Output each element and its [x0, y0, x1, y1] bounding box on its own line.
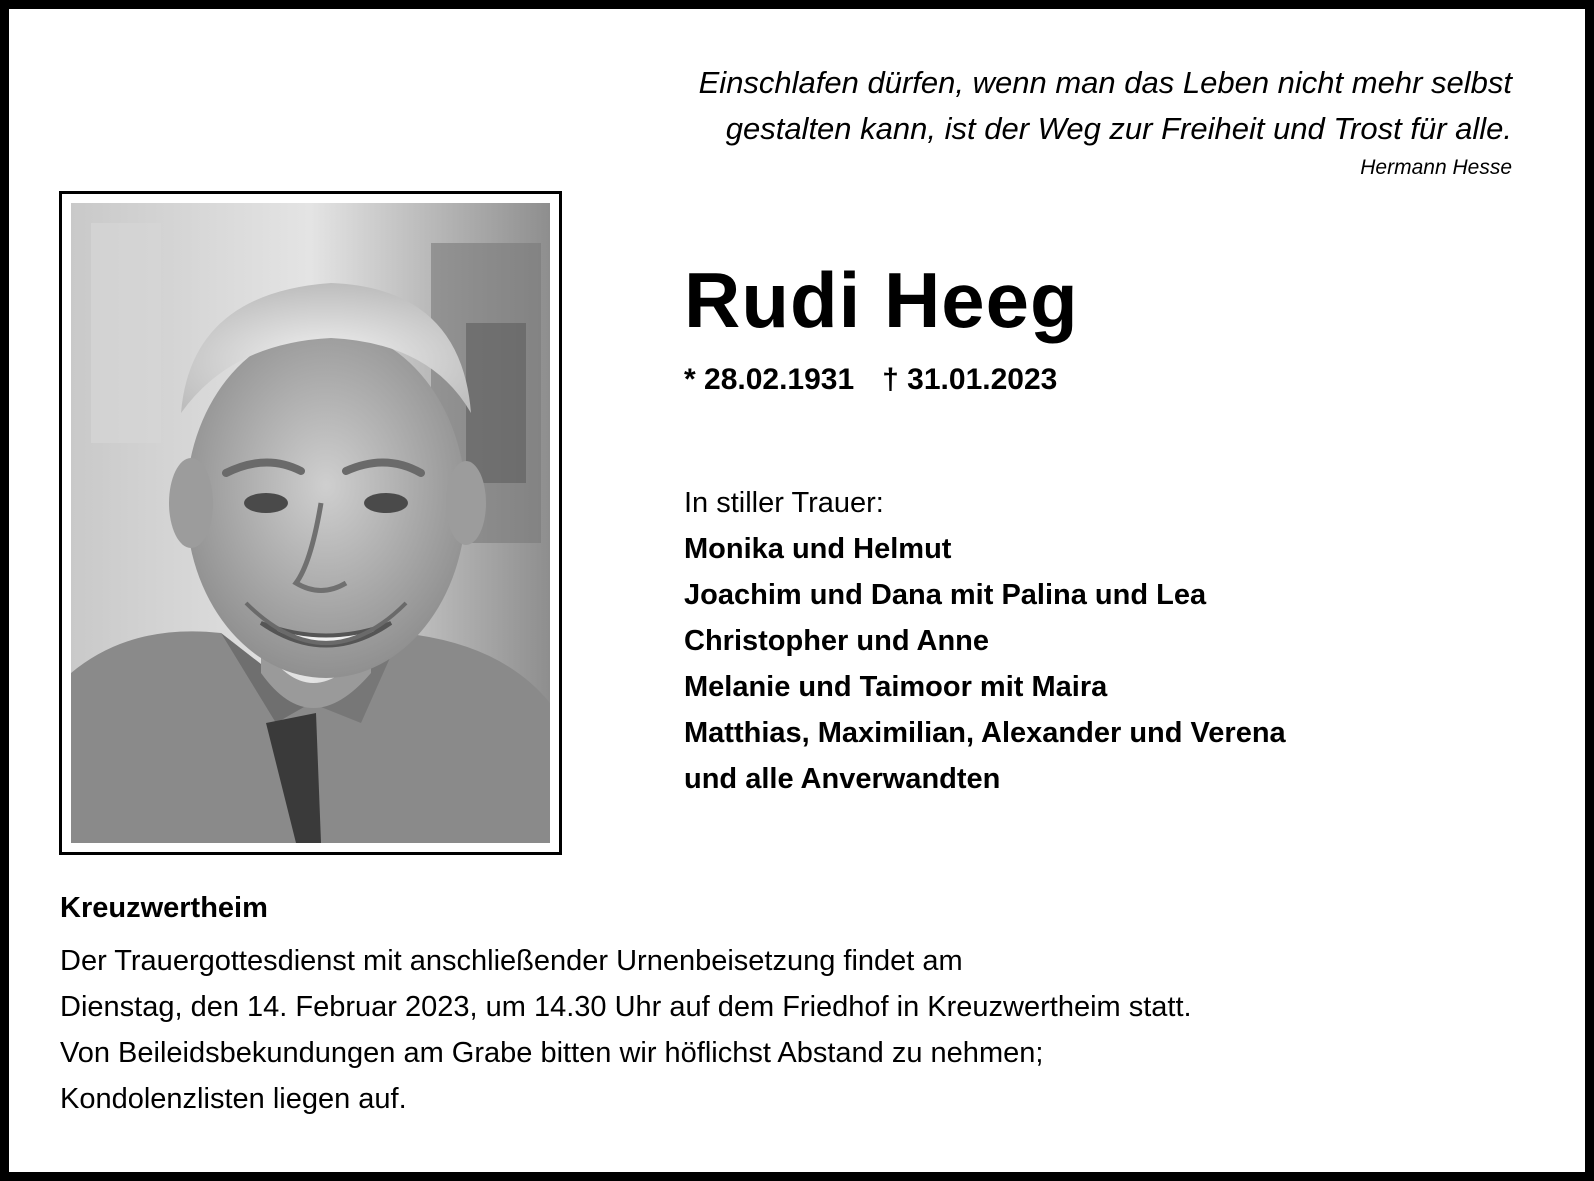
death-date: † 31.01.2023	[882, 363, 1058, 396]
mourning-intro: In stiller Trauer:	[684, 487, 884, 519]
portrait-photo	[71, 203, 550, 843]
life-dates	[684, 360, 1057, 400]
service-details	[60, 938, 1192, 1122]
mourner-item: Joachim und Dana mit Palina und Lea	[684, 579, 1207, 611]
quote-line: Einschlafen dürfen, wenn man das Leben nicht mehr selbst	[698, 65, 1512, 100]
service-line: Der Trauergottesdienst mit anschließender Urnenbeisetzung findet am	[60, 945, 963, 977]
portrait-frame	[59, 191, 562, 855]
service-line: Kondolenzlisten liegen auf.	[60, 1083, 407, 1115]
quote-line: gestalten kann, ist der Weg zur Freiheit und Trost für alle.	[725, 111, 1512, 146]
mourner-item: Melanie und Taimoor mit Maira	[684, 671, 1108, 703]
mourners-list	[684, 526, 1286, 802]
birth-date: * 28.02.1931	[684, 363, 855, 396]
mourner-item: Matthias, Maximilian, Alexander und Verena	[684, 717, 1286, 749]
mourner-item: Christopher und Anne	[684, 625, 990, 657]
mourner-item: Monika und Helmut	[684, 533, 952, 565]
service-line: Von Beileidsbekundungen am Grabe bitten wir höflichst Abstand zu nehmen;	[60, 1037, 1044, 1069]
service-place: Kreuzwertheim	[60, 892, 268, 924]
quote	[532, 60, 1512, 152]
quote-author: Hermann Hesse	[1360, 156, 1512, 179]
deceased-name: Rudi Heeg	[684, 256, 1079, 344]
service-line: Dienstag, den 14. Februar 2023, um 14.30 Uhr auf dem Friedhof in Kreuzwertheim statt.	[60, 991, 1192, 1023]
mourner-item: und alle Anverwandten	[684, 763, 1001, 795]
